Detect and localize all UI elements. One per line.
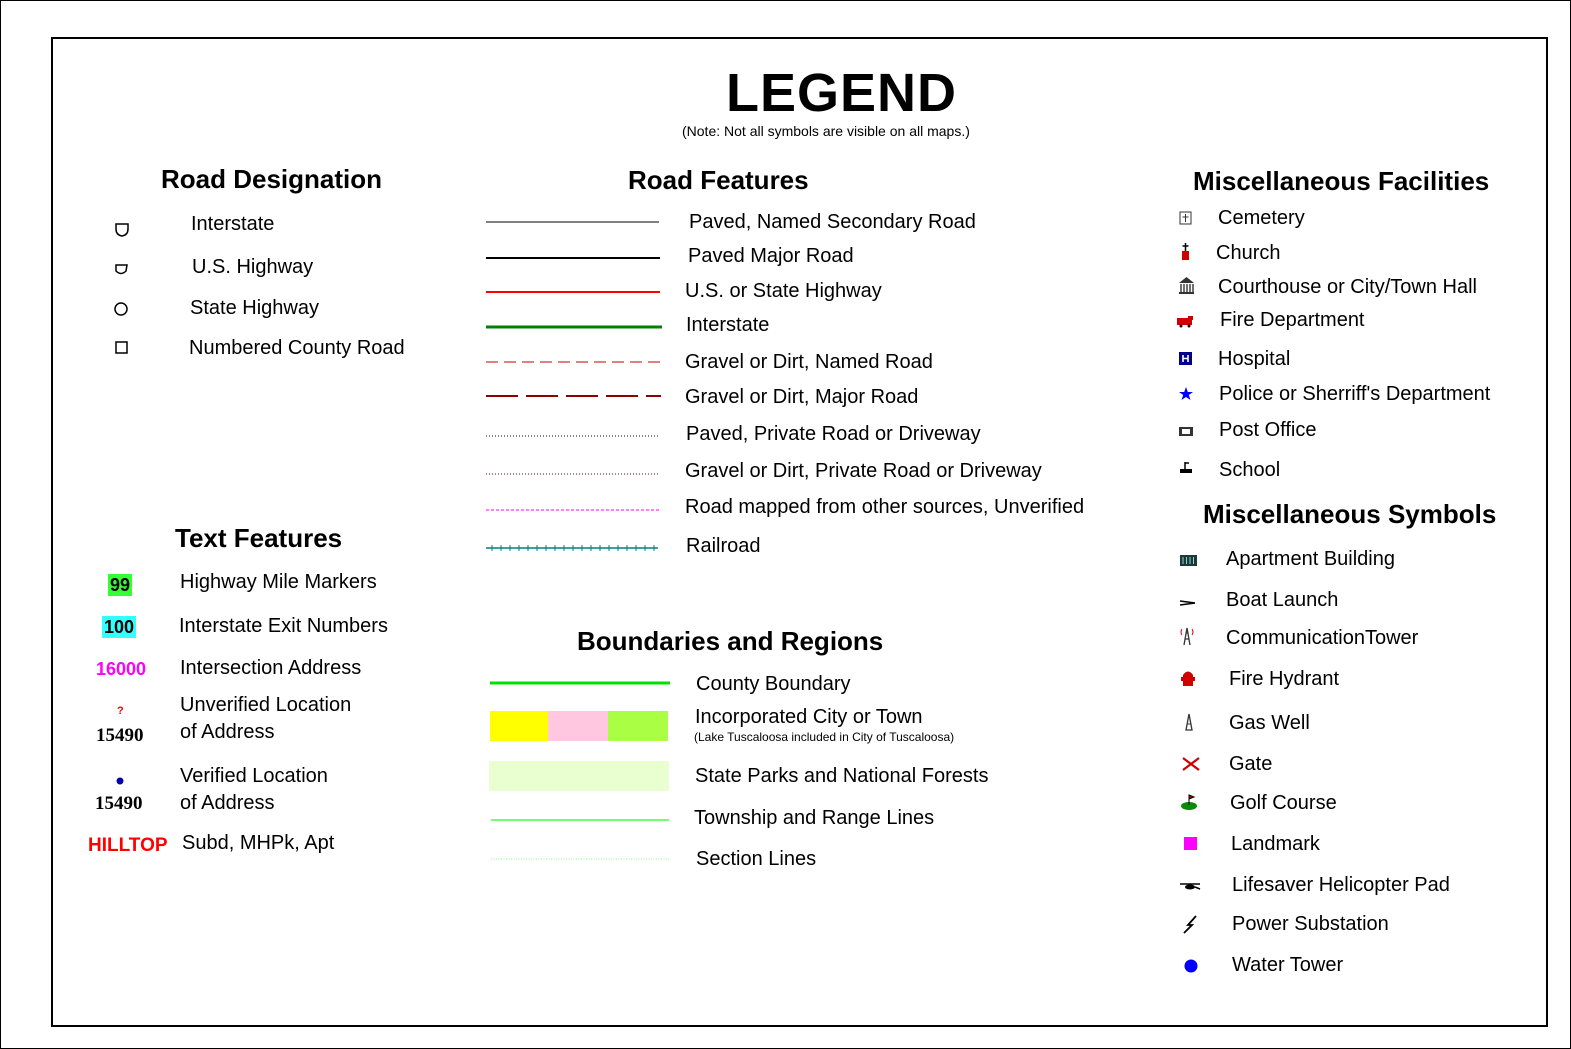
verified-location-label1: Verified Location (180, 765, 328, 787)
facility-church: Church (1216, 242, 1281, 264)
boundary-label-county: County Boundary (696, 673, 851, 695)
road-designation-interstate: Interstate (191, 213, 275, 235)
misc-symbols-heading: Miscellaneous Symbols (1203, 499, 1497, 529)
facility-courthouse: Courthouse or City/Town Hall (1218, 276, 1477, 298)
unverified-location-label2: of Address (180, 721, 275, 743)
road-designation-county-road: Numbered County Road (189, 337, 405, 359)
city-swatch-green (608, 711, 668, 741)
facility-post-office: Post Office (1219, 419, 1317, 441)
symbol-helicopter-pad: Lifesaver Helicopter Pad (1232, 874, 1450, 896)
road-feature-9: Railroad (686, 535, 761, 557)
verified-location-dot-icon (117, 778, 124, 785)
road-feature-5: Gravel or Dirt, Major Road (685, 386, 919, 408)
boundaries-heading: Boundaries and Regions (577, 626, 884, 656)
symbol-landmark: Landmark (1231, 833, 1320, 855)
boundary-label-section: Section Lines (696, 848, 817, 870)
road-features-heading: Road Features (628, 165, 809, 195)
road-feature-1: Paved Major Road (688, 245, 854, 267)
mile-marker-label: Highway Mile Markers (180, 571, 377, 593)
city-swatch-yellow (490, 711, 548, 741)
facility-school: School (1219, 459, 1281, 481)
subdivision-label: Subd, MHPk, Apt (182, 832, 335, 854)
road-feature-4: Gravel or Dirt, Named Road (685, 351, 933, 373)
subdivision-sample: HILLTOP (88, 835, 168, 856)
facility-fire-department: Fire Department (1220, 309, 1365, 331)
landmark-icon (1184, 837, 1197, 850)
symbol-gate: Gate (1229, 753, 1273, 775)
road-feature-3: Interstate (686, 314, 770, 336)
misc-facilities-heading: Miscellaneous Facilities (1193, 166, 1490, 196)
mail-icon (1179, 427, 1193, 436)
intersection-address-label: Intersection Address (180, 657, 362, 679)
symbol-golf-course: Golf Course (1230, 792, 1337, 814)
exit-number-label: Interstate Exit Numbers (179, 615, 388, 637)
facility-police: Police or Sherriff's Department (1219, 383, 1491, 405)
symbol-water-tower: Water Tower (1232, 954, 1344, 976)
boundary-label-city: Incorporated City or Town (695, 706, 923, 728)
verified-address-sample: 15490 (95, 793, 143, 814)
boundary-label-city-sub: (Lake Tuscaloosa included in City of Tuscaloosa) (694, 730, 955, 744)
road-feature-2: U.S. or State Highway (685, 280, 882, 302)
boundary-label-township: Township and Range Lines (694, 807, 935, 829)
intersection-address-sample: 16000 (96, 659, 147, 679)
symbol-boat-launch: Boat Launch (1226, 589, 1339, 611)
unverified-address-sample: 15490 (96, 725, 144, 746)
symbol-communication-tower: CommunicationTower (1226, 627, 1419, 649)
road-designation-heading: Road Designation (161, 164, 383, 194)
church-icon (1182, 243, 1189, 260)
symbol-power-substation: Power Substation (1232, 913, 1389, 935)
exit-number-sample: 100 (104, 617, 135, 637)
symbol-apartment: Apartment Building (1226, 548, 1395, 570)
legend-title: LEGEND (726, 63, 958, 123)
verified-location-label2: of Address (180, 792, 275, 814)
mile-marker-sample: 99 (110, 575, 131, 595)
road-feature-0: Paved, Named Secondary Road (689, 211, 976, 233)
road-feature-6: Paved, Private Road or Driveway (686, 423, 981, 445)
symbol-gas-well: Gas Well (1229, 712, 1310, 734)
road-feature-7: Gravel or Dirt, Private Road or Driveway (685, 460, 1042, 482)
facility-hospital: Hospital (1218, 348, 1291, 370)
facility-cemetery: Cemetery (1218, 207, 1305, 229)
unverified-question-mark-icon: ? (117, 705, 124, 717)
water-tower-icon (1185, 960, 1198, 973)
parks-swatch (489, 761, 669, 791)
hospital-icon (1179, 352, 1192, 365)
legend-note: (Note: Not all symbols are visible on all maps.) (682, 123, 970, 139)
road-designation-us-highway: U.S. Highway (192, 256, 314, 278)
road-feature-8: Road mapped from other sources, Unverified (685, 496, 1085, 518)
unverified-location-label1: Unverified Location (180, 694, 352, 716)
city-swatch-pink (548, 711, 608, 741)
text-features-heading: Text Features (175, 523, 343, 553)
boundary-label-parks: State Parks and National Forests (695, 765, 989, 787)
symbol-fire-hydrant: Fire Hydrant (1229, 668, 1340, 690)
road-designation-state-highway: State Highway (190, 297, 319, 319)
symbol-icons (0, 0, 1, 1)
apartment-icon (1180, 555, 1197, 566)
